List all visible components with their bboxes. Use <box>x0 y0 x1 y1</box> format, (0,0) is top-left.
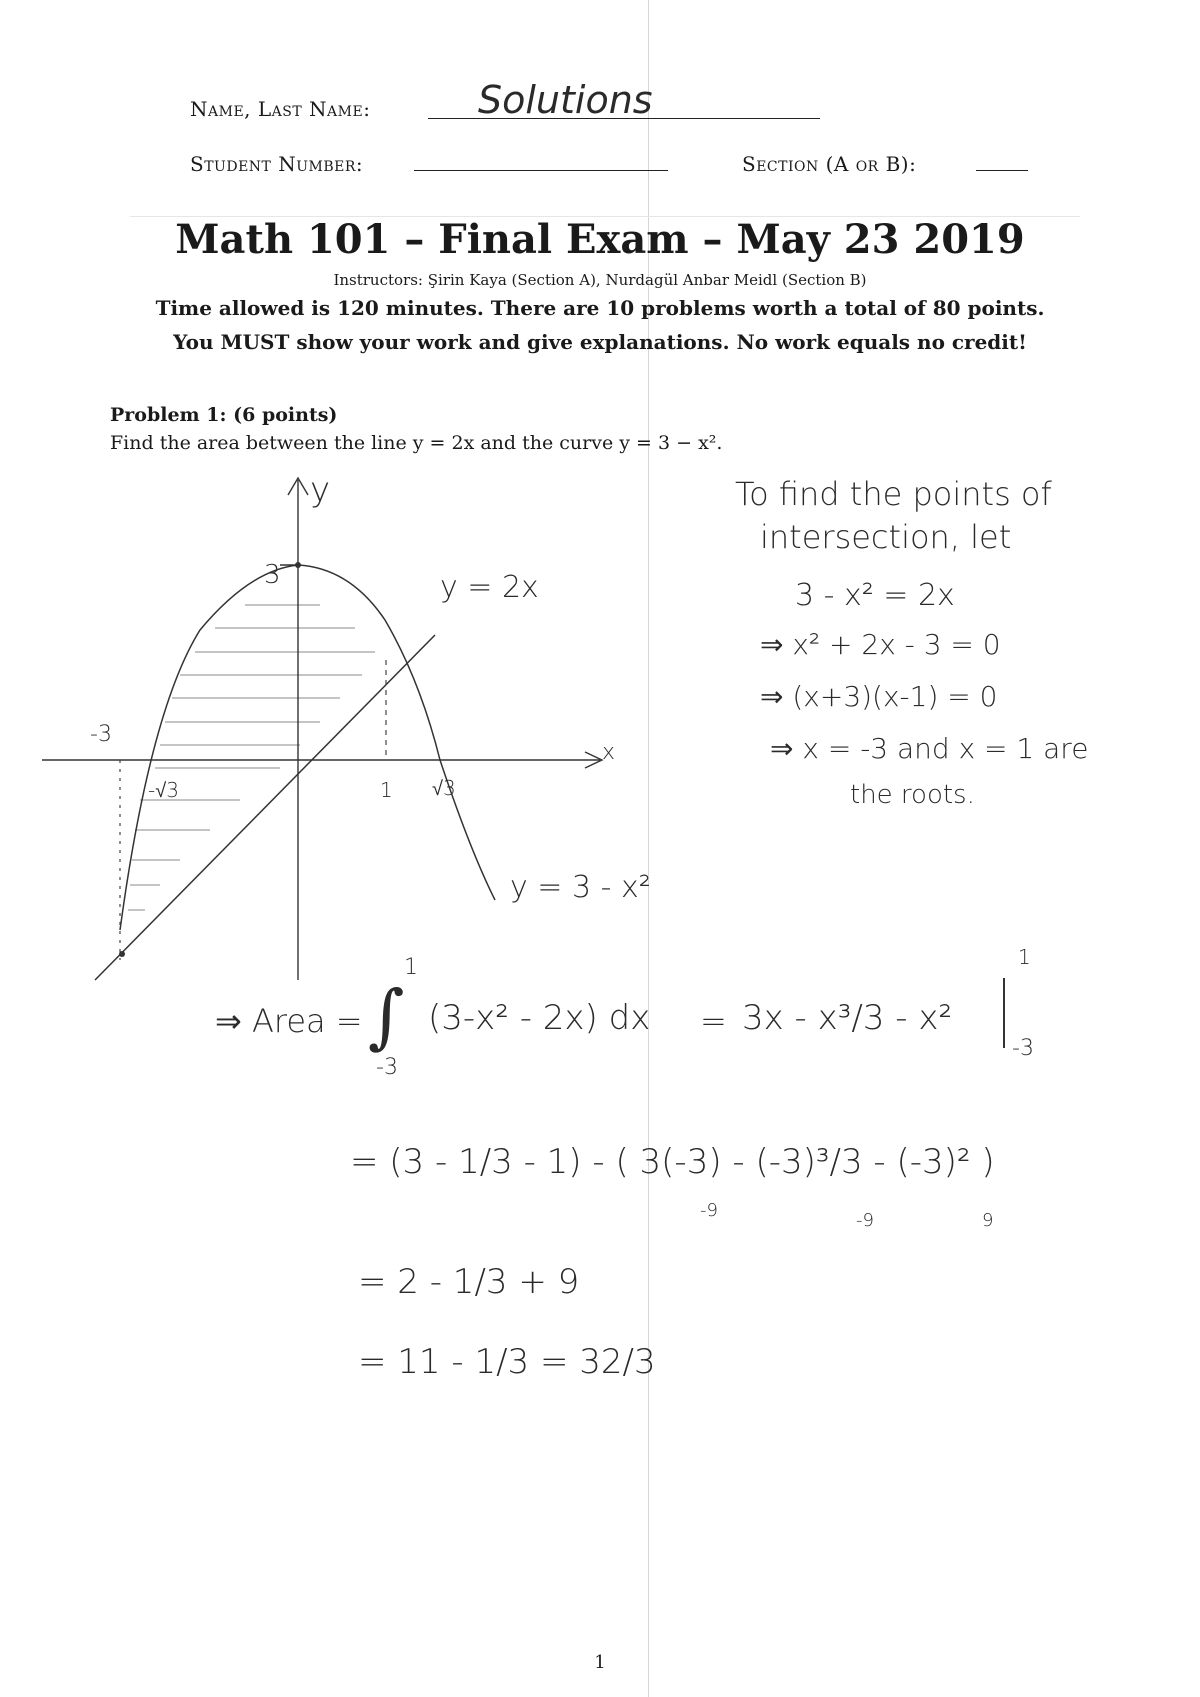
step-3: = 2 - 1/3 + 9 <box>358 1262 580 1302</box>
label-neg-sqrt3: -√3 <box>148 778 179 802</box>
label-3: 3 <box>264 560 281 590</box>
equals-sign: = <box>700 1002 727 1040</box>
rules-line-2: You MUST show your work and give explanations. No work equals no credit! <box>173 330 1027 354</box>
integral-lower-limit: -3 <box>376 1055 398 1080</box>
evaluation-bar <box>1003 978 1005 1048</box>
note-line-1: To find the points of <box>735 475 1052 513</box>
step-2: = (3 - 1/3 - 1) - ( 3(-3) - (-3)³/3 - (-3)² ) <box>350 1142 995 1182</box>
line-label: y = 2x <box>440 570 539 605</box>
eval-lower: -3 <box>1012 1036 1034 1061</box>
label-neg3: -3 <box>90 722 112 747</box>
rules-line-1: Time allowed is 120 minutes. There are 10 problems worth a total of 80 points. <box>155 296 1045 320</box>
x-axis-label: x <box>602 740 616 765</box>
intersection-point <box>119 951 125 957</box>
integrand: (3-x² - 2x) dx <box>428 998 651 1038</box>
antiderivative: 3x - x³/3 - x² <box>742 998 953 1038</box>
integral-sign: ∫ <box>368 975 405 1057</box>
y-axis-label: y <box>310 470 331 510</box>
brace-label-2: -9 <box>856 1210 874 1231</box>
integral-upper-limit: 1 <box>404 955 418 980</box>
note-eq-3: ⇒ (x+3)(x-1) = 0 <box>760 680 998 713</box>
note-eq-1: 3 - x² = 2x <box>795 578 955 613</box>
student-number-label: Student Number: <box>190 152 364 176</box>
brace-label-3: 9 <box>982 1210 994 1231</box>
area-prefix: ⇒ Area = <box>215 1002 363 1040</box>
problem-statement: Find the area between the line y = 2x and the curve y = 3 − x². <box>110 432 723 454</box>
shaded-region <box>128 605 375 910</box>
instructors: Instructors: Şirin Kaya (Section A), Nurdagül Anbar Meidl (Section B) <box>333 271 867 289</box>
exam-title: Math 101 – Final Exam – May 23 2019 <box>175 216 1025 263</box>
label-sqrt3: √3 <box>432 776 456 800</box>
label-1: 1 <box>380 778 393 802</box>
name-value: Solutions <box>478 78 653 122</box>
note-eq-2: ⇒ x² + 2x - 3 = 0 <box>760 628 1001 661</box>
page-number: 1 <box>594 1652 606 1673</box>
brace-label-1: -9 <box>700 1200 718 1221</box>
name-label: Name, Last Name: <box>190 97 371 121</box>
step-4: = 11 - 1/3 = 32/3 <box>358 1342 656 1382</box>
section-underline <box>976 170 1028 171</box>
parabola-curve <box>120 565 495 930</box>
student-number-underline <box>414 170 668 171</box>
note-eq-4: ⇒ x = -3 and x = 1 are <box>770 732 1089 765</box>
section-label: Section (A or B): <box>742 152 917 176</box>
line-y-2x <box>95 635 435 980</box>
note-eq-5: the roots. <box>850 780 975 810</box>
note-line-2: intersection, let <box>760 518 1012 556</box>
problem-heading: Problem 1: (6 points) <box>110 404 338 426</box>
curve-label: y = 3 - x² <box>510 870 651 905</box>
eval-upper: 1 <box>1018 945 1031 969</box>
